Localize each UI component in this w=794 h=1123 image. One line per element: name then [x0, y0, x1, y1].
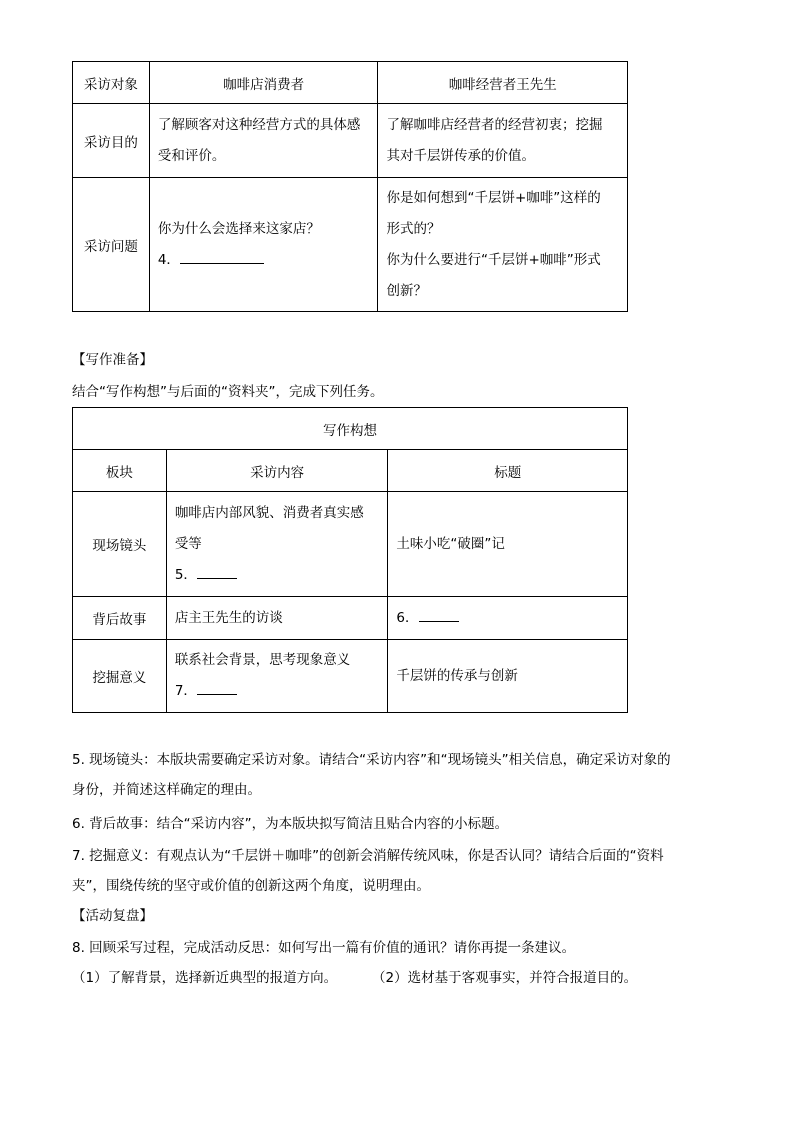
- review-heading: 【活动复盘】: [72, 908, 153, 924]
- questions-label: 采访问题: [73, 178, 150, 312]
- title-cell: [388, 640, 628, 713]
- question-6: 6. 背后故事：结合“采访内容”，为本版块拟写简洁且贴合内容的小标题。: [72, 816, 509, 832]
- interview-table: [72, 61, 628, 312]
- title-text: 土味小吃“破圈”记: [396, 535, 505, 552]
- answer-blank-7[interactable]: 7．: [167, 676, 388, 707]
- writing-plan-table: [72, 407, 628, 713]
- interview-table-header-row: [73, 62, 628, 104]
- content-line: 咖啡店内部风貌、消费者真实感: [174, 504, 364, 521]
- writing-plan-title: 写作构想: [73, 408, 628, 450]
- question-7-line: 夹”，围绕传统的坚守或价值的创新这两个角度，说明理由。: [72, 878, 430, 894]
- table-row: [73, 492, 628, 597]
- content-line: 店主王先生的访谈: [174, 609, 283, 626]
- consumer-column-header: 咖啡店消费者: [149, 62, 378, 104]
- tip-2: （2）选材基于客观事实，并符合报道目的。: [372, 970, 638, 986]
- owner-column-header: 咖啡经营者王先生: [378, 62, 628, 104]
- content-cell: [166, 640, 388, 713]
- owner-questions-cell: [378, 178, 628, 312]
- writing-plan-title-row: [73, 408, 628, 450]
- question-8: 8. 回顾采写过程，完成活动反思：如何写出一篇有价值的通讯？请你再提一条建议。: [72, 940, 576, 956]
- question-7-line: 7. 挖掘意义：有观点认为“千层饼＋咖啡”的创新会消解传统风味，你是否认同？请结合后面的“资料: [72, 848, 664, 864]
- interview-questions-row: [73, 178, 628, 312]
- answer-blank-4[interactable]: 4．: [150, 245, 378, 276]
- owner-purpose-cell: [378, 104, 628, 178]
- owner-question-line: 形式的？: [386, 220, 441, 237]
- answer-blank-5[interactable]: 5．: [167, 560, 388, 591]
- table-row: [73, 597, 628, 640]
- consumer-purpose-line: 了解顾客对这种经营方式的具体感: [157, 116, 361, 133]
- consumer-question: 你为什么会选择来这家店？: [157, 220, 320, 237]
- purpose-label: 采访目的: [73, 104, 150, 178]
- writing-plan-header-row: [73, 450, 628, 492]
- owner-purpose-line: 了解咖啡店经营者的经营初衷；挖掘: [386, 116, 603, 133]
- writing-prep-instruction: 结合“写作构想”与后面的“资料夹”，完成下列任务。: [72, 384, 384, 400]
- content-line: 受等: [174, 535, 202, 552]
- content-column-header: 采访内容: [166, 450, 388, 492]
- question-5-line: 身份，并简述这样确定的理由。: [72, 782, 261, 798]
- content-cell: [166, 492, 388, 597]
- title-cell: [388, 597, 628, 640]
- owner-question-line: 创新？: [386, 282, 427, 299]
- owner-purpose-line: 其对千层饼传承的价值。: [386, 147, 535, 164]
- interview-target-label: 采访对象: [73, 62, 150, 104]
- consumer-purpose-line: 受和评价。: [157, 147, 226, 164]
- title-cell: [388, 492, 628, 597]
- writing-prep-heading: 【写作准备】: [72, 352, 153, 368]
- consumer-purpose-cell: [149, 104, 378, 178]
- owner-question-line: 你是如何想到“千层饼+咖啡”这样的: [386, 189, 601, 206]
- table-row: [73, 640, 628, 713]
- title-column-header: 标题: [388, 450, 628, 492]
- block-label: 现场镜头: [73, 492, 167, 597]
- interview-purpose-row: [73, 104, 628, 178]
- title-text: 千层饼的传承与创新: [396, 667, 518, 684]
- answer-blank-6[interactable]: 6．: [388, 603, 627, 634]
- block-label: 挖掘意义: [73, 640, 167, 713]
- content-line: 联系社会背景，思考现象意义: [174, 652, 351, 668]
- block-label: 背后故事: [73, 597, 167, 640]
- owner-question-line: 你为什么要进行“千层饼+咖啡”形式: [386, 251, 601, 268]
- block-column-header: 板块: [73, 450, 167, 492]
- consumer-questions-cell: [149, 178, 378, 312]
- tip-1: （1）了解背景，选择新近典型的报道方向。: [72, 970, 338, 986]
- question-5-line: 5. 现场镜头：本版块需要确定采访对象。请结合“采访内容”和“现场镜头”相关信息，确定采访对象的: [72, 752, 671, 768]
- content-cell: [166, 597, 388, 640]
